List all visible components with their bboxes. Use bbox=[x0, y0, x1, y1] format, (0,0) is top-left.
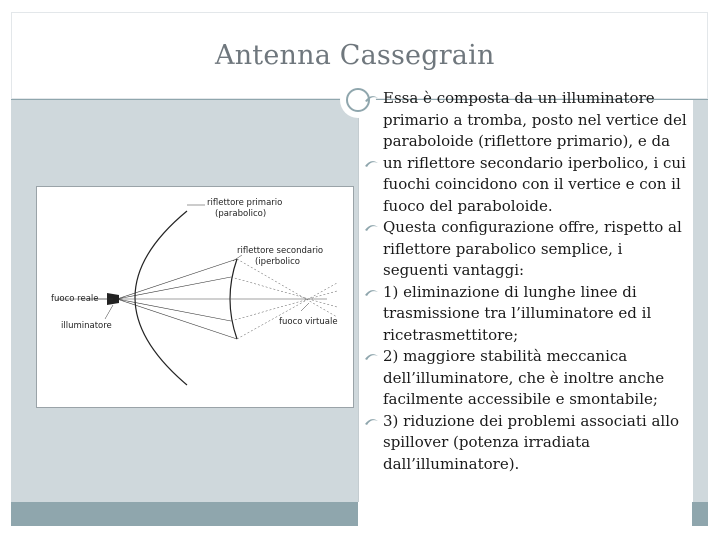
ray-extension-line bbox=[237, 259, 337, 317]
cassegrain-diagram bbox=[36, 186, 354, 408]
ray-line bbox=[117, 259, 237, 299]
label-primary-reflector-type: (parabolico) bbox=[215, 209, 267, 219]
label-real-focus: fuoco reale bbox=[51, 294, 99, 304]
swoosh-bullet-icon bbox=[364, 288, 379, 298]
slide-title: Antenna Cassegrain bbox=[215, 40, 495, 71]
bullet-item bbox=[363, 153, 688, 218]
swoosh-bullet-icon bbox=[364, 417, 379, 427]
swoosh-bullet-icon bbox=[364, 352, 379, 362]
bullet-text: Essa è composta da un illuminatore primario a tromba, posto nel vertice del paraboloide (riflettore primario), e da bbox=[383, 89, 687, 150]
bullet-item bbox=[363, 282, 688, 347]
bullet-item bbox=[363, 88, 688, 153]
bullet-text: 2) maggiore stabilità meccanica dell’illuminatore, che è inoltre anche facilmente accessibile e smontabile; bbox=[383, 347, 665, 408]
label-secondary-reflector-type: (iperbolico bbox=[255, 257, 300, 267]
diagram-svg bbox=[37, 187, 353, 407]
bullet-item bbox=[363, 346, 688, 411]
swoosh-bullet-icon bbox=[364, 94, 379, 104]
ray-line bbox=[117, 299, 237, 339]
label-primary-reflector: riflettore primario bbox=[207, 198, 283, 208]
swoosh-bullet-icon bbox=[364, 159, 379, 169]
label-secondary-reflector: riflettore secondario bbox=[237, 246, 324, 256]
bullet-text: 1) eliminazione di lunghe linee di trasmissione tra l’illuminatore ed il ricetrasmettitore; bbox=[383, 282, 652, 344]
primary-reflector-curve bbox=[135, 211, 187, 385]
bullet-text: Questa configurazione offre, rispetto al riflettore parabolico semplice, i seguenti vantaggi: bbox=[383, 218, 682, 279]
bullet-text: 3) riduzione dei problemi associati allo spillover (potenza irradiata dall’illuminatore). bbox=[383, 411, 680, 473]
bullet-item bbox=[363, 411, 688, 476]
swoosh-bullet-icon bbox=[364, 223, 379, 233]
label-feed: illuminatore bbox=[61, 321, 112, 331]
ray-extension-line bbox=[237, 283, 337, 339]
leader-line bbox=[105, 305, 113, 319]
leader-line bbox=[301, 303, 309, 311]
bullet-item bbox=[363, 217, 688, 282]
bullet-list bbox=[363, 88, 688, 475]
footer-column bbox=[358, 502, 692, 526]
label-virtual-focus: fuoco virtuale bbox=[279, 317, 338, 327]
bullet-text: un riflettore secondario iperbolico, i cui fuochi coincidono con il vertice e con il fuoco del paraboloide. bbox=[383, 153, 686, 215]
